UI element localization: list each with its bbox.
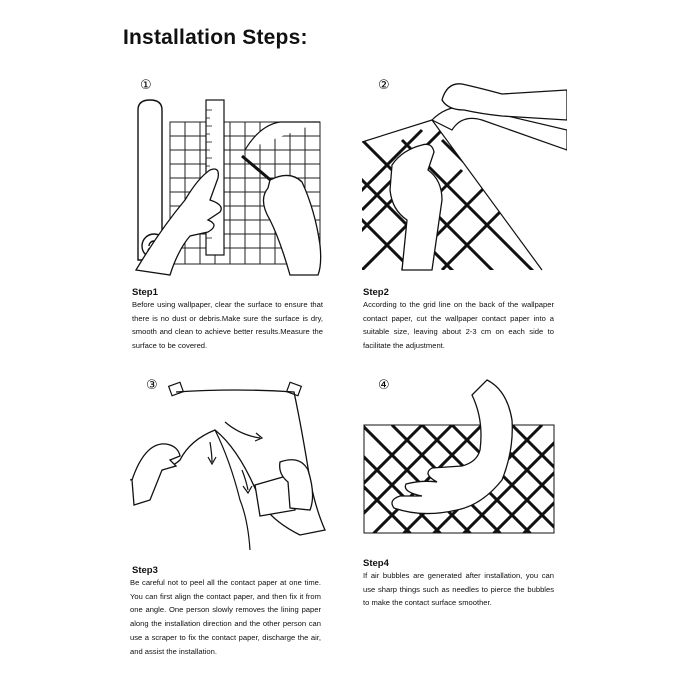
step3-illustration	[130, 370, 335, 570]
step2-title: Step2	[363, 287, 389, 298]
page-title: Installation Steps:	[123, 26, 308, 49]
step4-illustration	[362, 370, 567, 540]
step4-number: ④	[378, 378, 390, 393]
step1-illustration	[130, 70, 335, 280]
step4-title: Step4	[363, 558, 389, 569]
step1-text: Before using wallpaper, clear the surface to ensure that there is no dust or debris.Make sure the surface is dry, smooth and clean to achieve better results.Measure the surface to be covered.	[132, 300, 323, 351]
step2-illustration	[362, 70, 567, 280]
step4-text: If air bubbles are generated after installation, you can use sharp things such as needles to pierce the bubbles to make the contact surface smoother.	[363, 571, 554, 608]
step3-number: ③	[146, 378, 158, 393]
step2-number: ②	[378, 78, 390, 93]
step1-number: ①	[140, 78, 152, 93]
step3-text: Be careful not to peel all the contact paper at one time. You can first align the contact paper, and then fix it from one angle. One person slowly removes the lining paper along the installation direction and the other person can use a scraper to fix the contact paper, discharge the air, and assist the installation.	[130, 578, 321, 656]
step2-text: According to the grid line on the back of the wallpaper contact paper, cut the wallpaper contact paper into a suitable size, leaving about 2-3 cm on each side to facilitate the adjustment.	[363, 300, 554, 351]
step3-title: Step3	[132, 565, 158, 576]
step1-title: Step1	[132, 287, 158, 298]
